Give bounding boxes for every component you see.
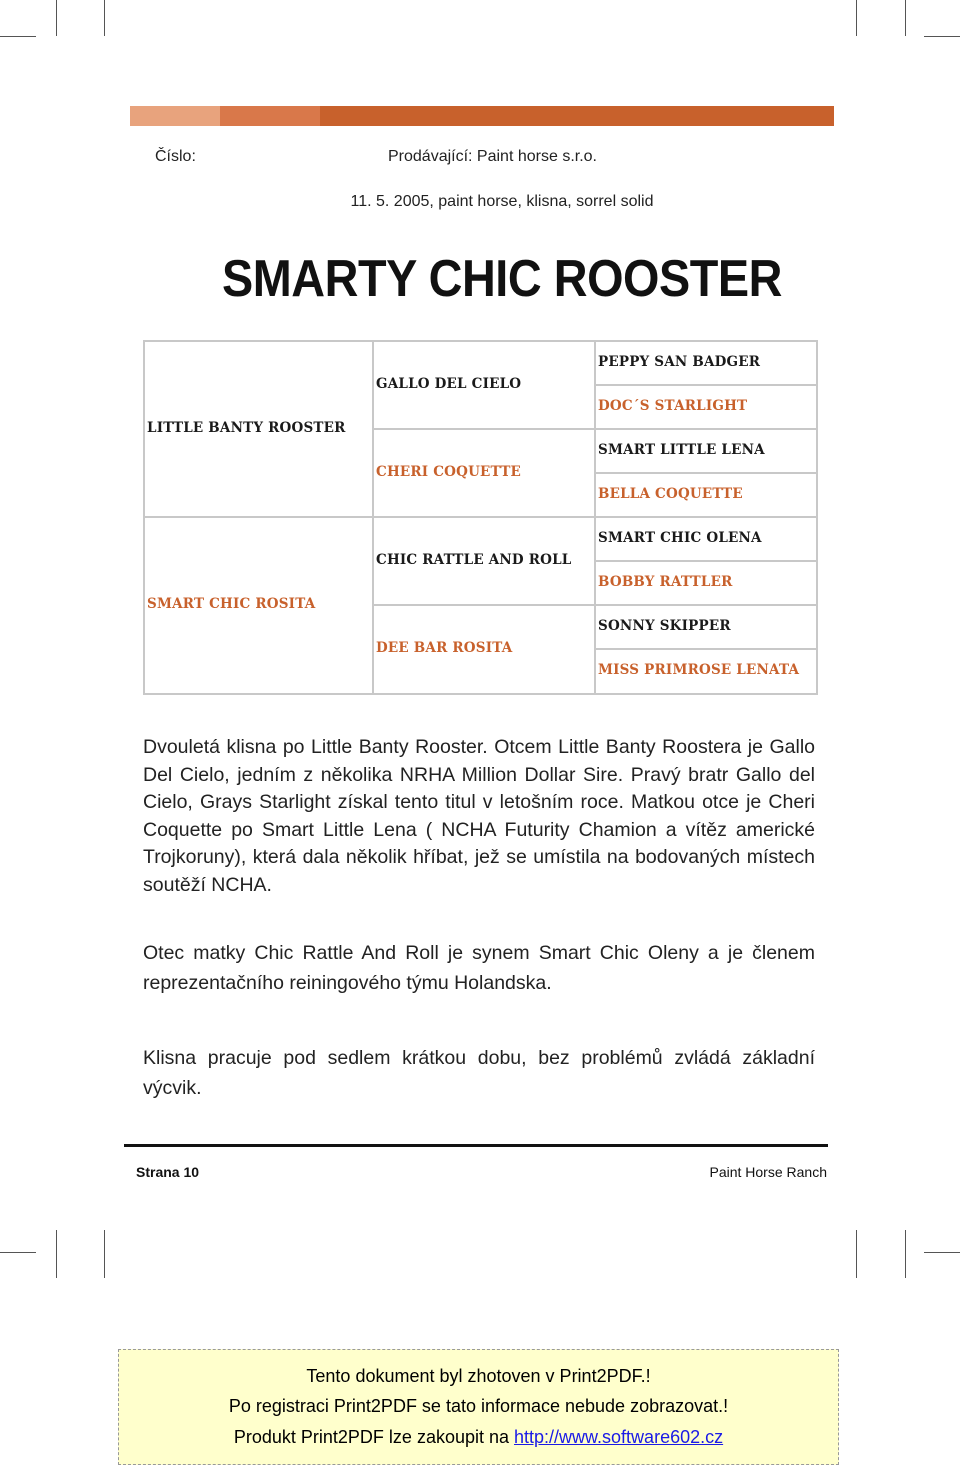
horse-name-title: SMARTY CHIC ROOSTER <box>221 250 783 308</box>
pedigree-gen2-3: CHIC RATTLE AND ROLL <box>376 552 572 568</box>
pedigree-gen3-3: SMART LITTLE LENA <box>598 442 765 458</box>
band-segment-light <box>130 106 220 126</box>
pedigree-gen3-4: BELLA COQUETTE <box>598 486 743 502</box>
pedigree-gen2-4: DEE BAR ROSITA <box>376 640 513 656</box>
pedigree-gen3-6: BOBBY RATTLER <box>598 574 733 590</box>
notice-line-2: Po registraci Print2PDF se tato informace nebude zobrazovat.! <box>228 1396 729 1416</box>
pedigree-gen3-1: PEPPY SAN BADGER <box>598 354 761 370</box>
seller-label: Prodávající: Paint horse s.r.o. <box>388 148 597 165</box>
print2pdf-notice <box>118 1349 839 1465</box>
software602-link[interactable]: http://www.software602.cz <box>514 1427 724 1447</box>
pedigree-table <box>143 340 818 695</box>
pedigree-gen2-2: CHERI COQUETTE <box>376 464 522 480</box>
band-segment-dark <box>320 106 834 126</box>
band-segment-mid <box>220 106 320 126</box>
pedigree-gen3-5: SMART CHIC OLENA <box>598 530 762 546</box>
horse-subtitle: 11. 5. 2005, paint horse, klisna, sorrel solid <box>350 193 654 210</box>
pedigree-sire: LITTLE BANTY ROOSTER <box>147 420 346 436</box>
footer-ranch-name: Paint Horse Ranch <box>709 1164 827 1180</box>
footer-rule <box>124 1144 828 1147</box>
page-number: Strana 10 <box>136 1164 200 1180</box>
pedigree-dam: SMART CHIC ROSITA <box>147 596 316 612</box>
description-paragraph-1: Dvouletá klisna po Little Banty Rooster. Otcem Little Banty Roostera je Gallo Del Cielo, jedním z několika NRHA Million Dollar Sire. Pravý bratr Gallo del Cielo, Grays Starlight získal tento titul v letošním roce. Matkou otce je Cheri Coquette po Smart Little Lena ( NCHA Futurity Chamion a vítěz americké Trojkoruny), která dala několik hříbat, jež se umístila na bodovaných místech soutěží NCHA. <box>143 736 815 896</box>
pedigree-gen3-2: DOC´S STARLIGHT <box>598 398 748 414</box>
pedigree-gen2-1: GALLO DEL CIELO <box>376 376 522 392</box>
number-label: Číslo: <box>155 148 196 165</box>
pedigree-gen3-7: SONNY SKIPPER <box>598 618 731 634</box>
header-color-band <box>130 106 834 126</box>
notice-line-3 <box>119 1427 838 1448</box>
pedigree-gen3-8: MISS PRIMROSE LENATA <box>598 662 800 678</box>
notice-line-3-text: Produkt Print2PDF lze zakoupit na <box>233 1427 515 1447</box>
description-paragraph-3: Klisna pracuje pod sedlem krátkou dobu, bez problémů zvládá základní výcvik. <box>143 1047 815 1099</box>
description-paragraph-2: Otec matky Chic Rattle And Roll je synem Smart Chic Oleny a je členem reprezentačního reiningového týmu Holandska. <box>143 942 815 994</box>
notice-line-1: Tento dokument byl zhotoven v Print2PDF.! <box>306 1366 651 1386</box>
